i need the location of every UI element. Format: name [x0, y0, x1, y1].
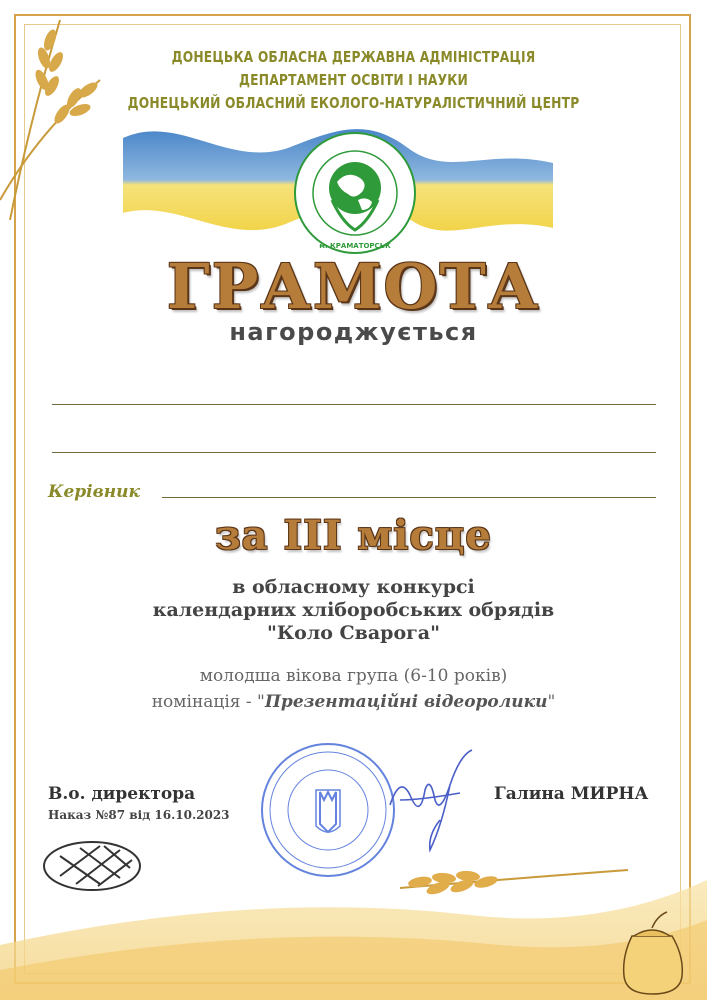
age-group: молодша вікова група (6-10 років) [199, 666, 508, 686]
director-title: В.о. директора [48, 784, 196, 804]
bread-loaf-illustration [40, 836, 144, 892]
contest-line-3: "Коло Сварога" [267, 622, 440, 644]
emblem-city: м. КРАМАТОРСЬК [319, 242, 391, 250]
recipient-line-1 [52, 404, 656, 405]
supervisor-label: Керівник [48, 482, 141, 502]
eco-center-emblem [292, 130, 418, 256]
header-line-department: ДЕПАРТАМЕНТ ОСВІТИ І НАУКИ [239, 71, 468, 89]
nomination-prefix: номінація - " [151, 692, 265, 712]
wheat-bottom-illustration [400, 848, 630, 908]
nomination-suffix: " [547, 692, 556, 712]
header-line-administration: ДОНЕЦЬКА ОБЛАСНА ДЕРЖАВНА АДМІНІСТРАЦІЯ [171, 48, 536, 66]
director-signature [380, 745, 480, 855]
supervisor-line [162, 497, 656, 498]
grain-sack-illustration [612, 906, 692, 996]
award-place: за ІІІ місце [215, 512, 492, 559]
official-stamp [258, 740, 398, 880]
nomination-name: Презентаційні відеоролики [264, 692, 548, 712]
nomination [0, 692, 707, 712]
order-reference: Наказ №87 від 16.10.2023 [48, 808, 230, 822]
header-line-center: ДОНЕЦЬКИЙ ОБЛАСНИЙ ЕКОЛОГО-НАТУРАЛІСТИЧНИЙ ЦЕНТР [127, 94, 580, 112]
recipient-line-2 [52, 452, 656, 453]
director-name: Галина МИРНА [494, 784, 649, 804]
certificate-title: ГРАМОТА [166, 250, 541, 323]
contest-line-1: в обласному конкурсі [232, 576, 475, 598]
contest-line-2: календарних хліборобських обрядів [152, 599, 555, 621]
awarded-subtitle: нагороджується [229, 318, 478, 346]
